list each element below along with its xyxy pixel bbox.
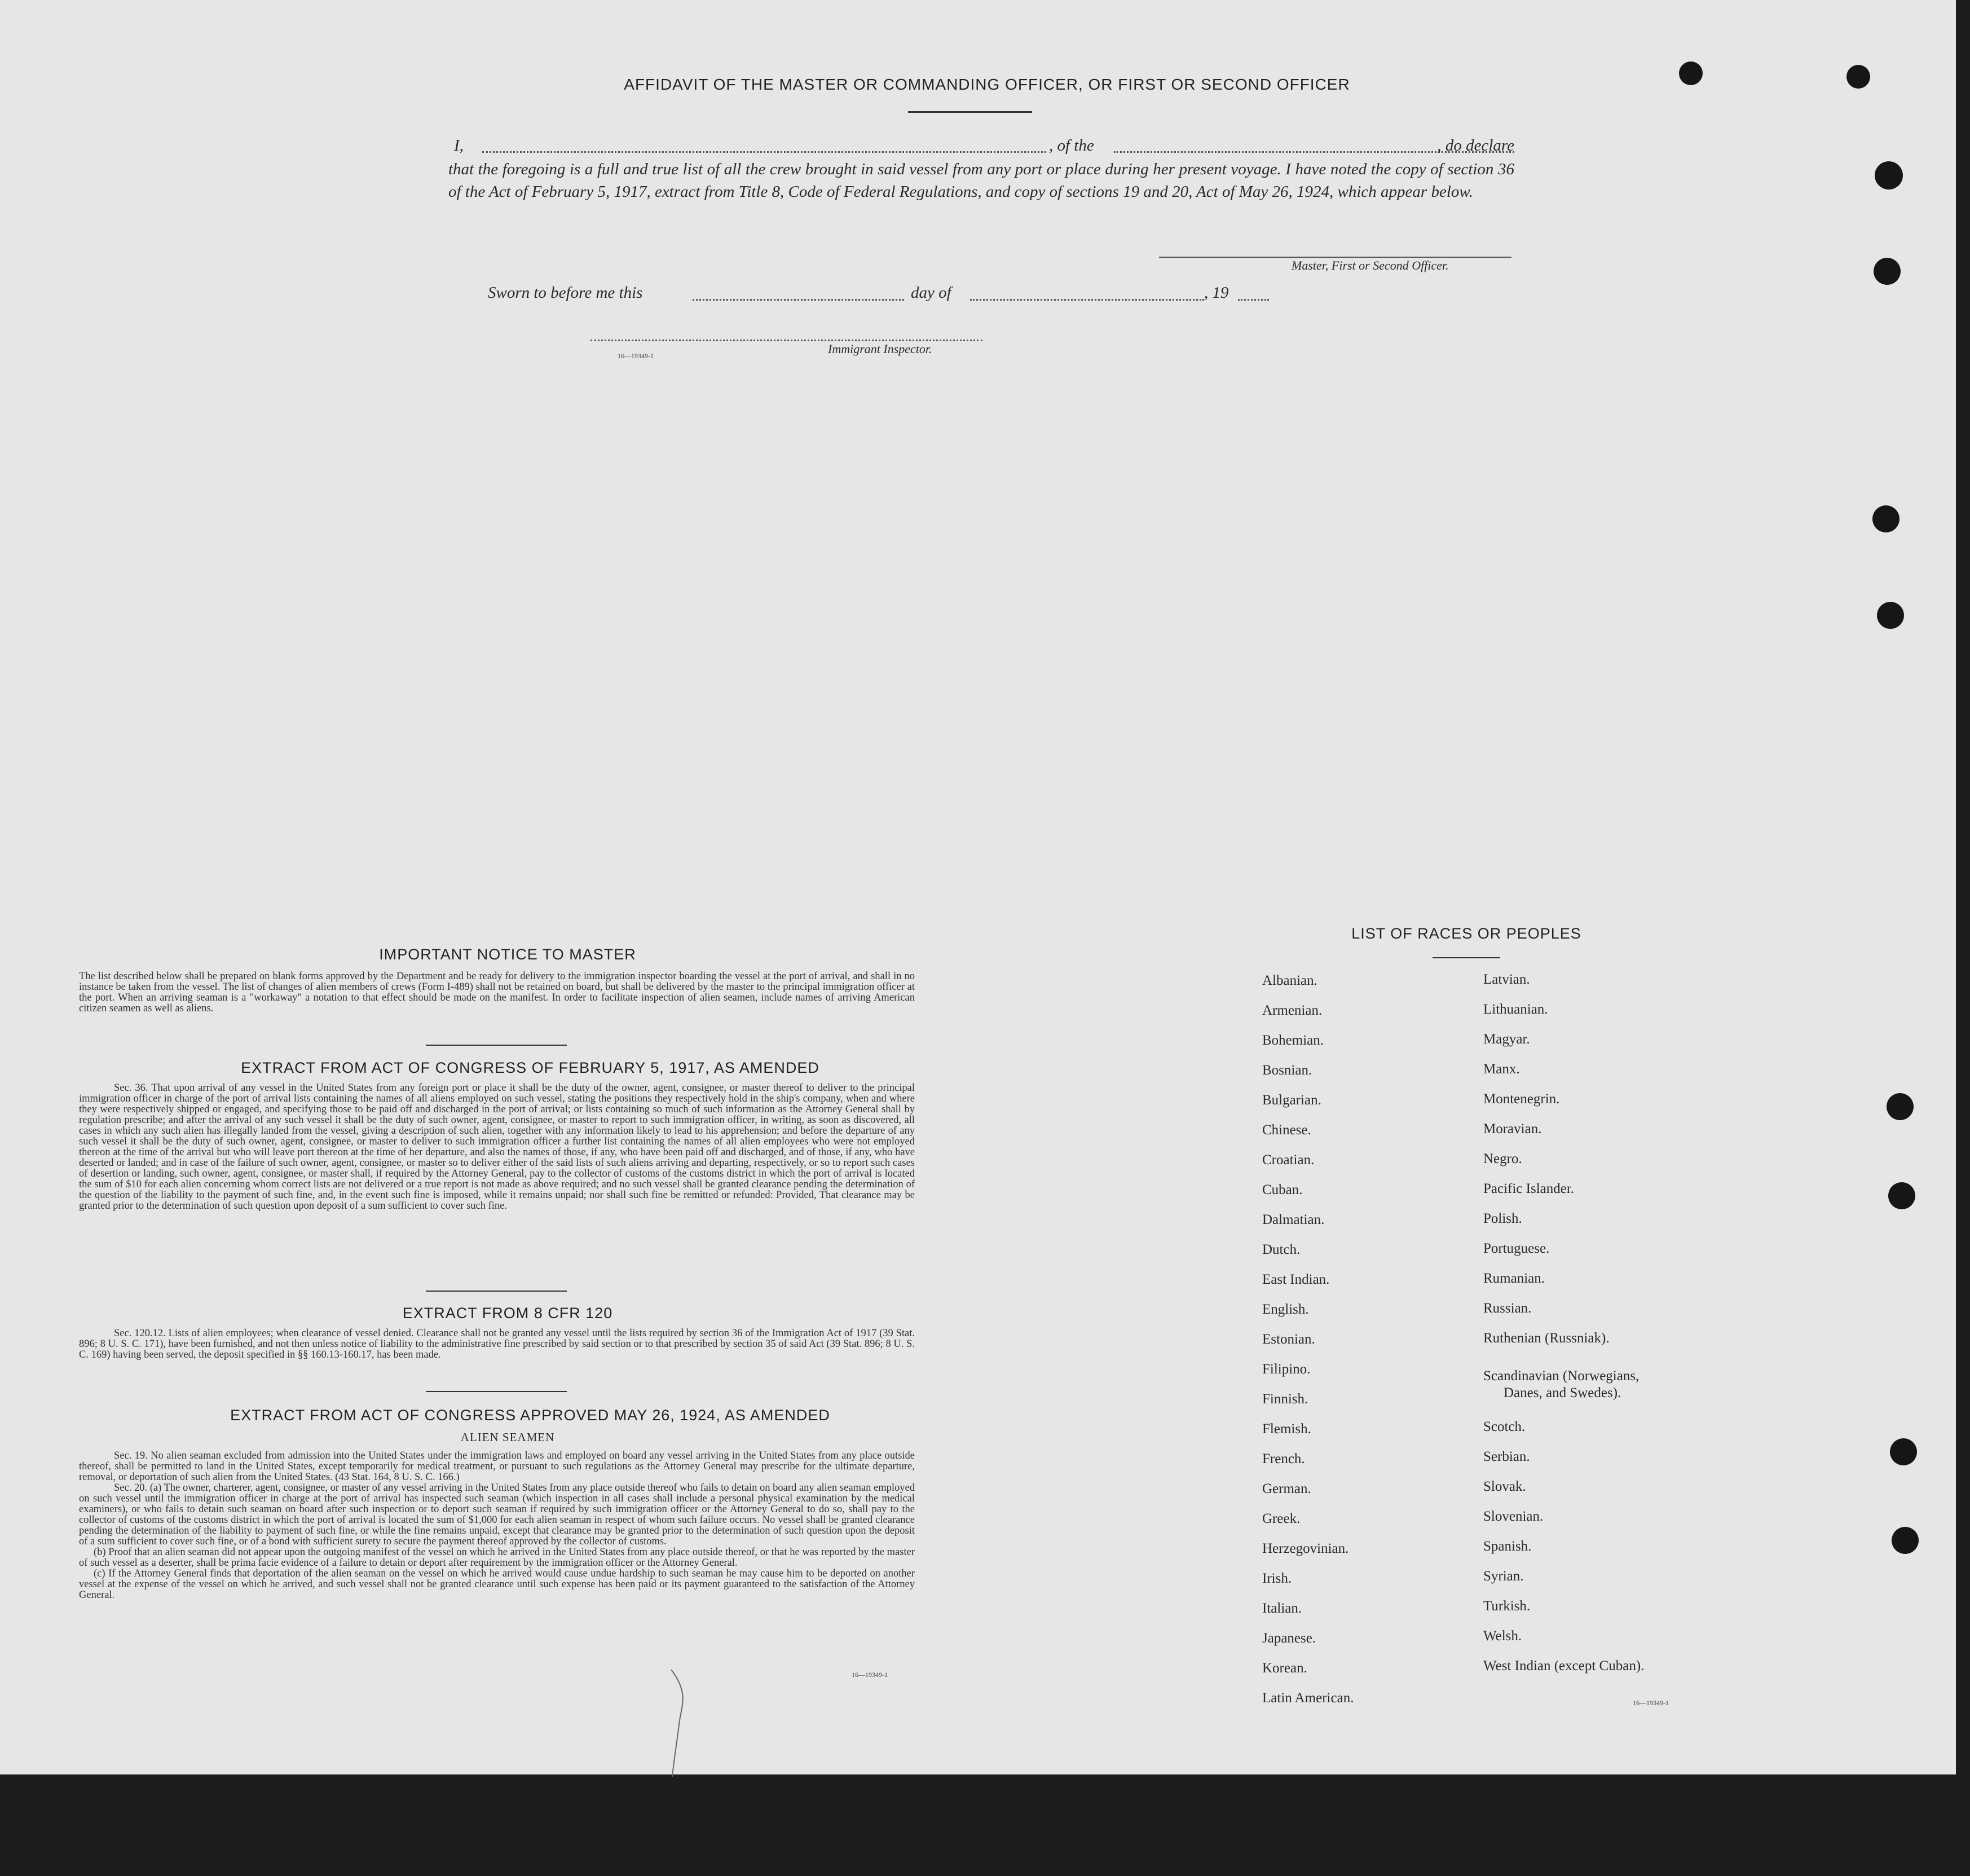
race-item: Filipino.: [1262, 1362, 1311, 1377]
race-item: German.: [1262, 1481, 1311, 1496]
notice-title: IMPORTANT NOTICE TO MASTER: [379, 946, 636, 963]
race-item: Portuguese.: [1483, 1241, 1550, 1256]
signature-line[interactable]: [1159, 257, 1511, 258]
extract-1924-body: [79, 1451, 915, 1601]
race-item: Slovenian.: [1483, 1509, 1544, 1524]
punch-hole: [1892, 1527, 1919, 1554]
race-item: Pacific Islander.: [1483, 1181, 1575, 1196]
declarant-prefix: I,: [454, 136, 464, 155]
title-underline: [908, 111, 1032, 113]
sworn-line: [488, 284, 1277, 304]
punch-hole: [1888, 1182, 1915, 1209]
do-declare-label: , do declare: [1437, 136, 1514, 155]
race-item: Latvian.: [1483, 972, 1530, 987]
extract-cfr-title: EXTRACT FROM 8 CFR 120: [402, 1305, 613, 1322]
race-item: Scandinavian (Norwegians,: [1483, 1368, 1640, 1384]
race-item: Estonian.: [1262, 1332, 1315, 1347]
sec-20b-paragraph: (b) Proof that an alien seaman did not appear upon the outgoing manifest of the vessel on which he arrived in the United States from any place outside thereof, or that he was reported by the master of such vessel as a deserter, shall be prima facie evidence of a failure to detain or deport after requirement by the immigration officer or the Attorney General.: [79, 1547, 915, 1569]
signature-label: Master, First or Second Officer.: [1292, 258, 1449, 272]
race-item: Albanian.: [1262, 973, 1317, 988]
sworn-prefix: Sworn to before me this: [488, 284, 643, 302]
race-item: Rumanian.: [1483, 1271, 1545, 1286]
race-item: Negro.: [1483, 1151, 1522, 1166]
form-number-top: 16—19349-1: [618, 352, 654, 360]
race-item: Dalmatian.: [1262, 1212, 1325, 1227]
races-left-column: [1262, 973, 1477, 1718]
race-item: Korean.: [1262, 1661, 1307, 1676]
race-item: Lithuanian.: [1483, 1002, 1548, 1017]
punch-hole: [1874, 258, 1901, 285]
inspector-signature-line[interactable]: [590, 340, 982, 341]
race-item: Spanish.: [1483, 1539, 1532, 1554]
notice-body: The list described below shall be prepared on blank forms approved by the Department and be ready for delivery to the immigration inspector boarding the vessel at the port of arrival, and shall in no instance be taken from the vessel. The list of changes of alien members of crews (Form I-489) shall not be retained on board, but shall be delivered by the master to the principal immigration officer at the port. When an arriving seaman is a "workaway" a notation to that effect should be made on the manifest. In order to facilitate inspection of alien seamen, include names of arriving American citizen seamen as well as aliens.: [79, 971, 915, 1014]
race-item: Moravian.: [1483, 1121, 1542, 1137]
race-item: Slovak.: [1483, 1479, 1526, 1494]
race-item: Ruthenian (Russniak).: [1483, 1331, 1610, 1346]
race-item: Japanese.: [1262, 1631, 1316, 1646]
race-item: Montenegrin.: [1483, 1091, 1560, 1107]
race-item: Bulgarian.: [1262, 1093, 1321, 1108]
race-item: Finnish.: [1262, 1391, 1308, 1407]
pencil-mark: [666, 1670, 699, 1777]
alien-seamen-subtitle: ALIEN SEAMEN: [460, 1430, 555, 1444]
declarant-name-field[interactable]: [482, 151, 1046, 153]
affidavit-body: that the foregoing is a full and true list of all the crew brought in said vessel from any port or place during her present voyage. I have noted the copy of section 36 of the Act of February 5, 1917, extract from Title 8, Code of Federal Regulations, and copy of sections 19 and 20, Act of May 26, 1924, which appear below.: [448, 160, 1514, 201]
sworn-year-label: , 19: [1204, 284, 1229, 302]
affidavit-title: AFFIDAVIT OF THE MASTER OR COMMANDING OFFICER, OR FIRST OR SECOND OFFICER: [624, 76, 1350, 93]
race-item: Irish.: [1262, 1571, 1292, 1586]
race-item: Russian.: [1483, 1301, 1532, 1316]
sec-20c-paragraph: (c) If the Attorney General finds that deportation of the alien seaman on the vessel on which he arrived would cause undue hardship to such seaman he may cause him to be deported on another vessel at the expense of the vessel on which he arrived, and such vessel shall not be granted clearance until such expense has been paid or its payment guaranteed to the satisfaction of the Attorney General.: [79, 1568, 915, 1601]
sec-19-paragraph: Sec. 19. No alien seaman excluded from admission into the United States under the immigration laws and employed on board any vessel arriving in the United States from any place outside thereof, shall be permitted to land in the United States, except temporarily for medical treatment, or pursuant to such regulations as the Attorney General may prescribe for the ultimate departure, removal, or deportation of such alien from the United States. (43 Stat. 164, 8 U. S. C. 166.): [79, 1450, 915, 1483]
race-item: Armenian.: [1262, 1003, 1323, 1018]
race-item: Syrian.: [1483, 1569, 1524, 1584]
punch-hole: [1877, 602, 1904, 629]
race-item: Bosnian.: [1262, 1063, 1312, 1078]
extract-1924-title: EXTRACT FROM ACT OF CONGRESS APPROVED MAY 26, 1924, AS AMENDED: [230, 1407, 830, 1424]
race-item: Greek.: [1262, 1511, 1301, 1526]
punch-hole: [1887, 1093, 1914, 1120]
race-item: Croatian.: [1262, 1152, 1315, 1168]
race-item: Italian.: [1262, 1601, 1302, 1616]
race-item: Flemish.: [1262, 1421, 1311, 1437]
of-the-label: , of the: [1049, 136, 1094, 155]
sec-20a-paragraph: Sec. 20. (a) The owner, charterer, agent, consignee, or master of any vessel arriving in the United States from any place outside thereof who fails to detain on board any alien seaman employed on such vessel until the immigration officer in charge at the port of arrival has inspected such seaman (which inspection in all cases shall include a personal physical examination by the medical examiners), or who fails to detain such seaman on board after such inspection or to deport such seaman if required by such immigration officer or the Attorney General to do so, shall pay to the collector of customs of the customs district in which the port of arrival is located the sum of $1,000 for each alien seaman in respect of whom such failure occurs. No vessel shall be granted clearance pending the determination of the liability to payment of such fine, or while the fine remains unpaid, except that clearance may be granted prior to the determination of such question upon the deposit of a sum sufficient to cover such fine, or of a bond with sufficient surety to secure the payment thereof approved by the collector of customs.: [79, 1482, 915, 1547]
race-item-continuation: Danes, and Swedes).: [1504, 1385, 1621, 1401]
section-divider: [426, 1045, 567, 1046]
punch-hole: [1679, 61, 1703, 85]
race-item: Cuban.: [1262, 1182, 1303, 1197]
affidavit-line-1: [448, 136, 1514, 156]
race-item: Turkish.: [1483, 1598, 1531, 1614]
form-number-bottom-left: 16—19349-1: [852, 1671, 888, 1679]
race-item: East Indian.: [1262, 1272, 1330, 1287]
section-divider: [426, 1291, 567, 1292]
race-item: Chinese.: [1262, 1122, 1311, 1138]
race-item: Scotch.: [1483, 1419, 1526, 1434]
races-title: LIST OF RACES OR PEOPLES: [1351, 925, 1581, 942]
extract-1917-title: EXTRACT FROM ACT OF CONGRESS OF FEBRUARY 5, 1917, AS AMENDED: [241, 1059, 819, 1076]
day-of-label: day of: [911, 284, 951, 302]
races-title-underline: [1433, 957, 1500, 958]
race-item: Serbian.: [1483, 1449, 1530, 1464]
race-item: Herzegovinian.: [1262, 1541, 1349, 1556]
races-right-column: [1483, 972, 1765, 1694]
sworn-month-field[interactable]: [970, 299, 1204, 301]
form-number-bottom-right: 16—19349-1: [1633, 1699, 1669, 1707]
race-item: Magyar.: [1483, 1032, 1530, 1047]
race-item: Bohemian.: [1262, 1033, 1324, 1048]
race-item: Latin American.: [1262, 1690, 1354, 1706]
race-item: English.: [1262, 1302, 1309, 1317]
race-item: Manx.: [1483, 1062, 1520, 1077]
sworn-year-field[interactable]: [1238, 299, 1269, 301]
race-item: Polish.: [1483, 1211, 1522, 1226]
punch-hole: [1875, 161, 1903, 190]
punch-hole: [1846, 65, 1870, 89]
inspector-label: Immigrant Inspector.: [828, 342, 932, 356]
sworn-day-field[interactable]: [693, 299, 904, 301]
punch-hole: [1872, 505, 1900, 532]
section-divider: [426, 1391, 567, 1392]
race-item: Dutch.: [1262, 1242, 1301, 1257]
extract-cfr-body: Sec. 120.12. Lists of alien employees; when clearance of vessel denied. Clearance shall not be granted any vessel until the lists required by section 36 of the Immigration Act of 1917 (39 Stat. 896; 8 U. S. C. 171), have been furnished, and not then unless notice of liability to the administrative fine prescribed by said section or to that prescribed by section 35 of said Act (39 Stat. 896; 8 U. S. C. 169) having been served, the deposit specified in §§ 160.13-160.17, has been made.: [79, 1328, 915, 1360]
race-item: Welsh.: [1483, 1628, 1522, 1644]
punch-hole: [1890, 1438, 1917, 1465]
race-item: French.: [1262, 1451, 1305, 1467]
race-item: West Indian (except Cuban).: [1483, 1658, 1645, 1674]
extract-1917-body: Sec. 36. That upon arrival of any vessel in the United States from any foreign port or place it shall be the duty of the owner, agent, consignee, or master thereof to deliver to the principal immigration officer in charge of the port of arrival lists containing the names of all aliens employed on such vessel, stating the positions they respectively hold in the ship's company, when and where they were respectively shipped or engaged, and specifying those to be paid off and discharged in the port of arrival; or lists containing so much of such information as the Attorney General shall by regulation prescribe; and after the arrival of any such vessel it shall be the duty of such owner, agent, consignee, or master to report to such immigration officer, in writing, as soon as discovered, all cases in which any such alien has illegally landed from the vessel, giving a description of such alien, together with any information likely to lead to his apprehension; and before the departure of any such vessel it shall be the duty of such owner, agent, consignee, or master to deliver to such immigration officer a further list containing the names of all alien employees who were not employed thereon at the time of the arrival but who will leave port thereon at the time of her departure, and also the names of those, if any, who have been paid off and discharged, and of those, if any, who have deserted or landed; and in case of the failure of such owner, agent, consignee, or master so to deliver either of the said lists of such aliens arriving and departing, respectively, or so to report such cases of desertion or landing, such owner, agent, consignee, or master shall, if required by the Attorney General, pay to the collector of customs of the customs district in which the port of arrival is located the sum of $10 for each alien concerning whom correct lists are not delivered or a true report is not made as above required; and no such vessel shall be granted clearance pending the determination of the question of the liability to the payment of such fine, and, in the event such fine is imposed, while it remains unpaid; nor shall such fine be remitted or refunded: Provided, That clearance may be granted prior to the determination of such question upon deposit of a sum sufficient to cover such fine.: [79, 1082, 915, 1212]
